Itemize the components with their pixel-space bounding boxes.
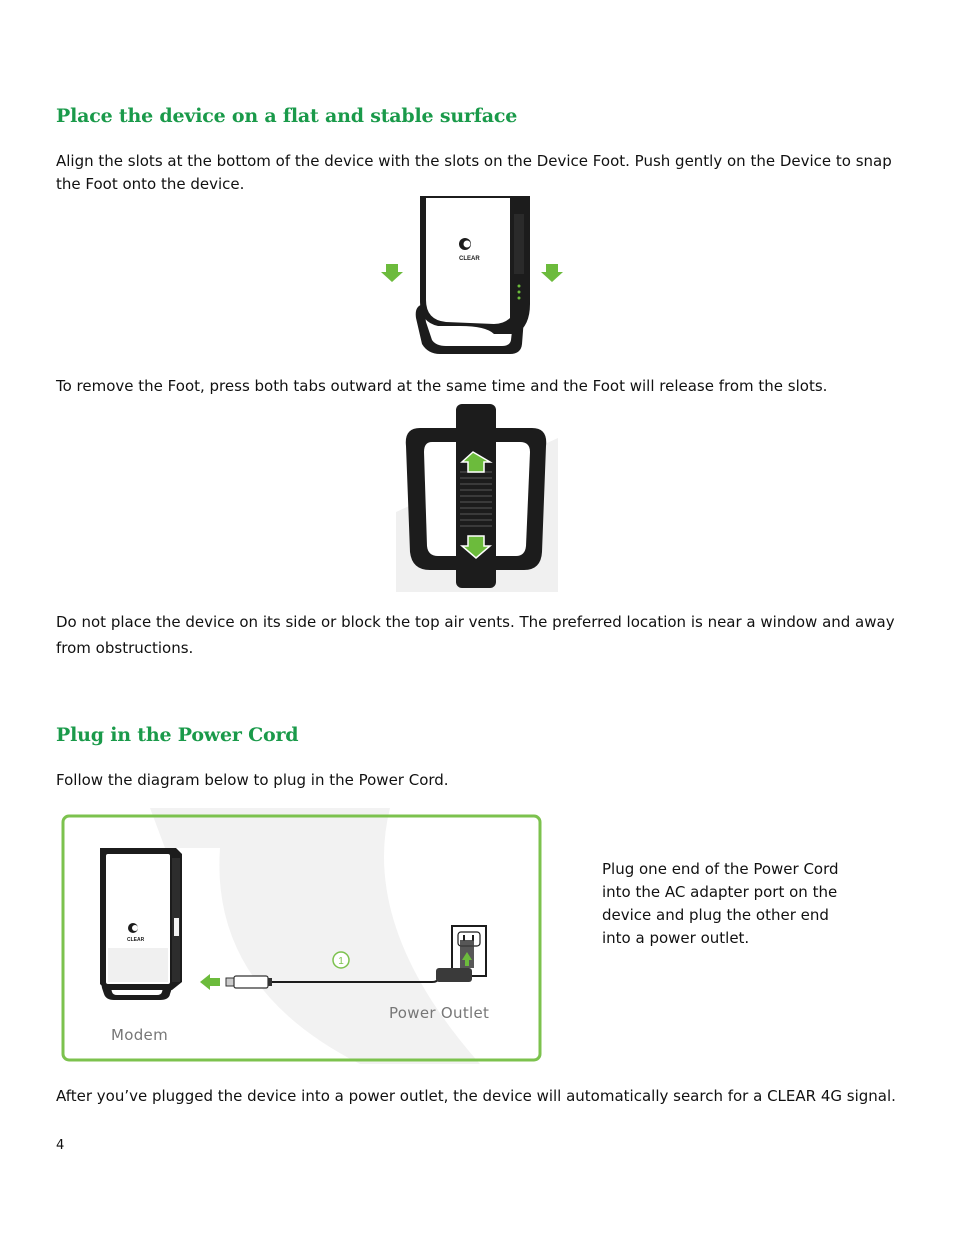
svg-text:1: 1 <box>338 956 344 967</box>
svg-text:CLEAR: CLEAR <box>459 256 480 262</box>
svg-text:CLEAR: CLEAR <box>127 937 145 943</box>
device-with-foot-illustration <box>376 194 572 358</box>
paragraph-placement-advice: Do not place the device on its side or block the top air vents. The preferred location is near a window and away from obstructions. <box>56 613 895 657</box>
page-number: 4 <box>56 1138 65 1153</box>
section-heading-power-cord: Plug in the Power Cord <box>56 724 299 746</box>
foot-removal-illustration <box>396 402 558 592</box>
power-cord-side-note: Plug one end of the Power Cord into the AC adapter port on the device and plug the other end into a power outlet. <box>602 860 839 947</box>
section-heading-placement: Place the device on a flat and stable surface <box>56 105 518 127</box>
paragraph-attach-foot: Align the slots at the bottom of the device with the slots on the Device Foot. Push gently on the Device to snap the Foot onto the device. <box>56 152 892 193</box>
paragraph-follow-diagram: Follow the diagram below to plug in the Power Cord. <box>56 771 449 789</box>
paragraph-remove-foot: To remove the Foot, press both tabs outward at the same time and the Foot will release from the slots. <box>56 377 828 395</box>
paragraph-auto-search: After you’ve plugged the device into a power outlet, the device will automatically search for a CLEAR 4G signal. <box>56 1087 896 1105</box>
power-cord-diagram <box>60 808 544 1064</box>
modem-label: Modem <box>111 1026 168 1044</box>
power-outlet-label: Power Outlet <box>389 1004 490 1022</box>
